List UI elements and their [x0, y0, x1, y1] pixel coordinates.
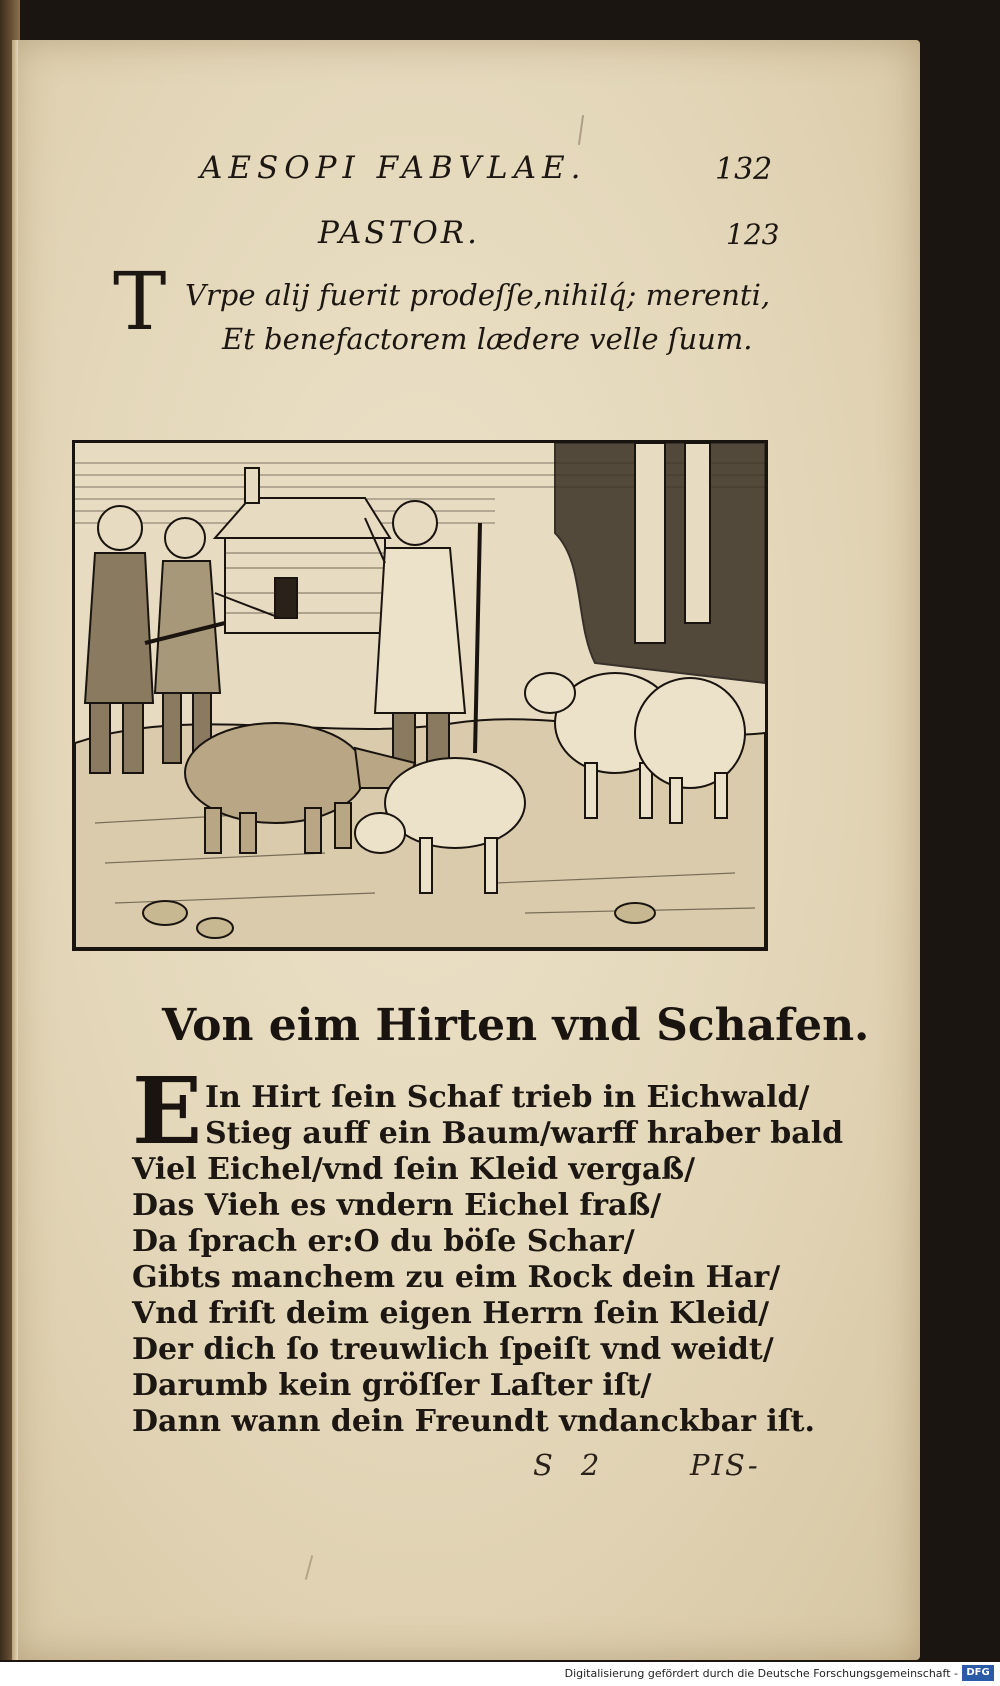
page-gutter: [12, 40, 18, 1660]
woodcut-illustration: [72, 440, 768, 951]
fable-number: 123: [726, 218, 780, 251]
german-verse-line: Stieg auff ein Baum/warff hraber bald: [205, 1116, 844, 1151]
german-verse-line: Dann wann dein Freundt vndanckbar iſt.: [132, 1404, 815, 1439]
latin-verse-line: Et benefactorem lædere velle ſuum.: [222, 322, 753, 356]
german-verse-line: Der dich ſo treuwlich ſpeiſt vnd weidt/: [132, 1332, 774, 1367]
digitization-note: Digitalisierung gefördert durch die Deutsche Forschungsgemeinschaft -: [564, 1667, 958, 1680]
german-title: Von eim Hirten vnd Schafen.: [162, 1000, 870, 1051]
signature-number: 2: [580, 1448, 602, 1482]
german-verse-line: In Hirt ſein Schaf trieb in Eichwald/: [205, 1080, 810, 1115]
house: [215, 468, 390, 633]
fable-title: PASTOR.: [318, 215, 480, 251]
catchword: PIS-: [690, 1448, 760, 1482]
woodcut-scene: [75, 443, 765, 948]
trees: [555, 443, 765, 683]
german-verse-line: Gibts manchem zu eim Rock dein Har/: [132, 1260, 781, 1295]
latin-drop-cap: T: [113, 255, 167, 348]
running-head: AESOPI FABVLAE.: [200, 150, 587, 186]
german-verse-line: Viel Eichel/vnd ſein Kleid vergaß/: [132, 1152, 696, 1187]
german-verse-line: Vnd friſt deim eigen Herrn ſein Kleid/: [132, 1296, 770, 1331]
german-drop-cap: E: [132, 1057, 203, 1165]
folio-number: 132: [715, 152, 773, 187]
latin-verse-line: Vrpe alij fuerit prodeſſe,nihilq́; merenti,: [185, 278, 771, 312]
german-verse-line: Darumb kein gröſſer Laſter iſt/: [132, 1368, 652, 1403]
german-verse-line: Da ſprach er:O du böſe Schar/: [132, 1224, 635, 1259]
signature-letter: S: [533, 1448, 555, 1482]
dfg-logo: DFG: [962, 1665, 994, 1681]
german-verse-line: Das Vieh es vndern Eichel fraß/: [132, 1188, 662, 1223]
signature-mark: [533, 1448, 601, 1482]
